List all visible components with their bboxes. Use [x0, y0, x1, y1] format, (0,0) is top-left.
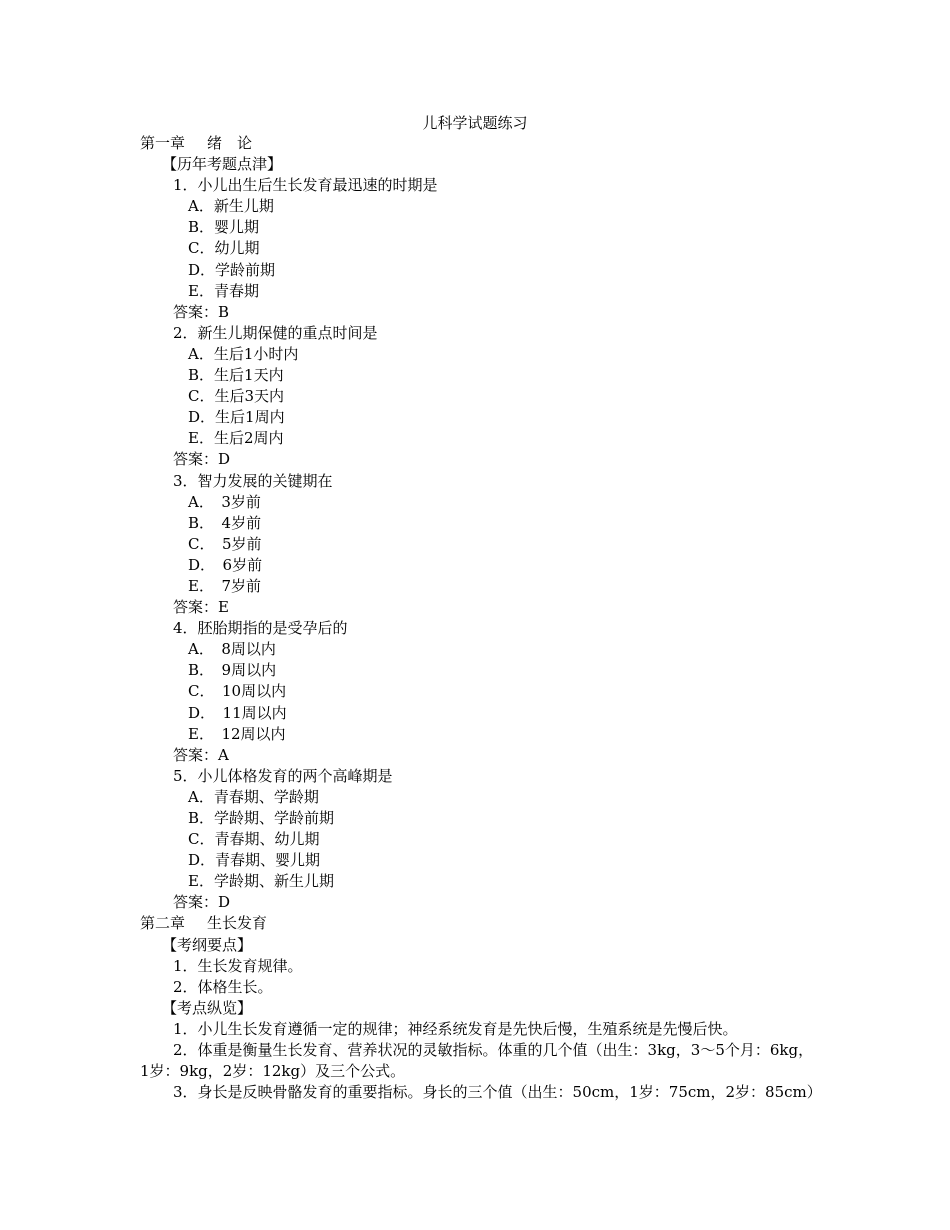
- question-3-option-d: D． 6岁前: [188, 555, 263, 574]
- question-2-option-a: A．生后1小时内: [188, 344, 299, 363]
- overview-paragraph-3: 3．身长是反映骨骼发育的重要指标。身长的三个值（出生：50cm，1岁：75cm，2岁：85cm）: [173, 1083, 822, 1102]
- question-2-stem: 2．新生儿期保健的重点时间是: [173, 323, 378, 342]
- question-2-answer: 答案：D: [173, 450, 231, 469]
- document-body: [140, 133, 820, 1103]
- question-4-answer: 答案：A: [173, 745, 229, 764]
- question-1-option-a: A．新生儿期: [188, 197, 274, 216]
- overview-paragraph-2: 2．体重是衡量生长发育、营养状况的灵敏指标。体重的几个值（出生：3kg，3～5个月：6kg，1岁：9kg，2岁：12kg）及三个公式。: [140, 1041, 814, 1081]
- chapter-1-heading: [140, 133, 820, 154]
- question-4-option-d: D． 11周以内: [188, 703, 287, 722]
- question-3-option-c: C． 5岁前: [188, 534, 262, 553]
- question-2-option-c: C．生后3天内: [188, 387, 285, 406]
- question-2-option-b: B．生后1天内: [188, 366, 284, 385]
- question-3-option-a: A． 3岁前: [188, 492, 261, 511]
- outline-point-1: 1．生长发育规律。: [173, 956, 303, 975]
- question-4-stem: 4．胚胎期指的是受孕后的: [173, 619, 348, 638]
- question-1-answer: 答案：B: [173, 302, 230, 321]
- question-4-option-c: C． 10周以内: [188, 682, 287, 701]
- chapter-2-name: 生长发育: [207, 914, 268, 933]
- section-heading-overview: 【考点纵览】: [162, 998, 253, 1017]
- section-heading-outline: 【考纲要点】: [162, 935, 253, 954]
- chapter-1-name: 绪 论: [207, 134, 253, 152]
- question-3-option-e: E． 7岁前: [188, 576, 261, 595]
- question-4-option-e: E． 12周以内: [188, 724, 286, 743]
- chapter-1-label: 第一章: [140, 134, 186, 152]
- question-4-option-a: A． 8周以内: [188, 640, 276, 659]
- question-3-stem: 3．智力发展的关键期在: [173, 471, 333, 490]
- overview-paragraph-1: 1．小儿生长发育遵循一定的规律；神经系统发育是先快后慢，生殖系统是先慢后快。: [173, 1019, 738, 1038]
- question-3-option-b: B． 4岁前: [188, 513, 262, 532]
- document-title: 儿科学试题练习: [422, 114, 528, 132]
- question-1-option-e: E．青春期: [188, 281, 259, 300]
- question-5-option-e: E．学龄期、新生儿期: [188, 872, 334, 891]
- section-heading-exam-tips: 【历年考题点津】: [162, 155, 283, 174]
- question-5-answer: 答案：D: [173, 893, 231, 912]
- question-3-answer: 答案：E: [173, 598, 229, 617]
- question-2-option-e: E．生后2周内: [188, 429, 284, 448]
- question-2-option-d: D．生后1周内: [188, 408, 285, 427]
- chapter-2-label: 第二章: [140, 914, 186, 933]
- question-5-stem: 5．小儿体格发育的两个高峰期是: [173, 766, 393, 785]
- question-1-stem: 1．小儿出生后生长发育最迅速的时期是: [173, 176, 438, 195]
- outline-point-2: 2．体格生长。: [173, 977, 273, 996]
- question-1-option-c: C．幼儿期: [188, 239, 260, 258]
- question-1-option-d: D．学龄前期: [188, 260, 276, 279]
- question-5-option-d: D．青春期、婴儿期: [188, 851, 321, 870]
- chapter-2-heading: [140, 913, 820, 934]
- question-5-option-b: B．学龄期、学龄前期: [188, 809, 335, 827]
- question-5-option-a: A．青春期、学龄期: [188, 787, 319, 806]
- question-1-option-b: B．婴儿期: [188, 218, 260, 237]
- question-5-option-c: C．青春期、幼儿期: [188, 830, 320, 849]
- question-4-option-b: B． 9周以内: [188, 661, 277, 680]
